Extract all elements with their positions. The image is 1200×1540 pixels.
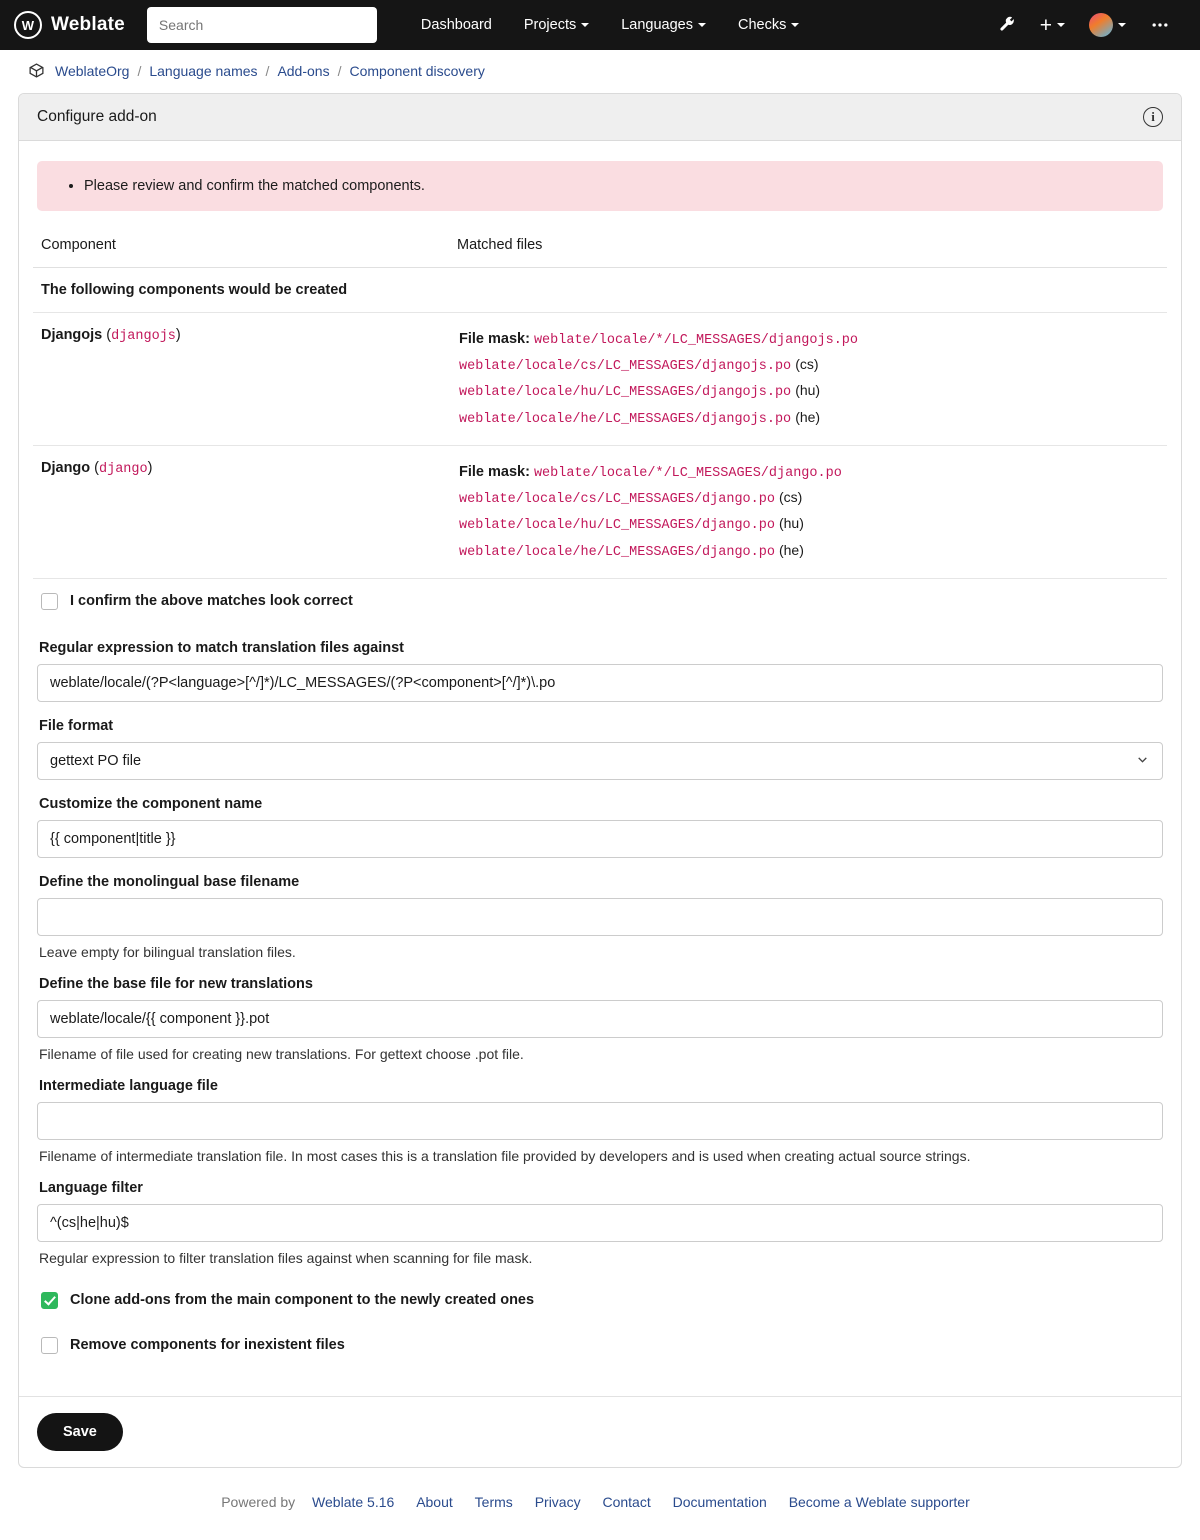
clone-addons-label[interactable]: Clone add-ons from the main component to the newly created ones xyxy=(70,1292,535,1309)
package-icon xyxy=(28,62,45,79)
component-name-input[interactable] xyxy=(37,820,1163,858)
caret-down-icon xyxy=(1057,23,1065,27)
nav-link-projects-label: Projects xyxy=(523,17,577,33)
component-slug: djangojs xyxy=(111,329,176,344)
component-cell xyxy=(33,313,451,446)
matched-file-line xyxy=(459,352,1161,378)
powered-by-label: Powered by xyxy=(221,1493,296,1510)
save-button[interactable]: Save xyxy=(37,1413,123,1451)
remove-components-label[interactable]: Remove components for inexistent files xyxy=(70,1337,345,1354)
confirm-matches-checkbox[interactable] xyxy=(41,593,58,610)
nav-link-languages-label: Languages xyxy=(621,17,693,33)
footer-link-supporter[interactable]: Become a Weblate supporter xyxy=(788,1493,970,1510)
matched-components-table xyxy=(33,231,1167,579)
page-footer xyxy=(0,1468,1200,1532)
page-title: Configure add-on xyxy=(37,108,157,125)
matched-file-line xyxy=(459,378,1161,404)
nav-link-checks-label: Checks xyxy=(738,17,787,33)
footer-link-privacy[interactable]: Privacy xyxy=(534,1493,581,1510)
info-icon[interactable]: i xyxy=(1143,107,1163,127)
paren-open: ( xyxy=(90,459,99,476)
intermediate-label: Intermediate language file xyxy=(39,1077,218,1094)
confirm-matches-row xyxy=(37,579,1163,624)
card-footer xyxy=(19,1396,1181,1467)
matched-file-line xyxy=(459,485,1161,511)
matched-file-path: weblate/locale/he/LC_MESSAGES/djangojs.po xyxy=(459,411,792,427)
matched-file-language: (he) xyxy=(795,408,821,425)
table-row xyxy=(33,313,1167,446)
matched-files-cell xyxy=(451,313,1167,446)
remove-components-row xyxy=(37,1323,1163,1368)
file-format-select[interactable] xyxy=(37,742,1163,780)
footer-link-terms[interactable]: Terms xyxy=(474,1493,513,1510)
language-filter-help: Regular expression to filter translation files against when scanning for file mask. xyxy=(39,1249,533,1266)
breadcrumb-separator: / xyxy=(265,62,270,79)
table-row xyxy=(33,445,1167,578)
confirm-matches-label[interactable]: I confirm the above matches look correct xyxy=(70,593,353,610)
primary-nav xyxy=(405,9,815,41)
nav-link-checks[interactable] xyxy=(722,9,815,41)
footer-link-weblate-version[interactable]: Weblate 5.16 xyxy=(312,1493,395,1510)
nav-link-projects[interactable] xyxy=(508,9,605,41)
brand-home-link[interactable] xyxy=(14,11,125,39)
new-base-help: Filename of file used for creating new translations. For gettext choose .pot file. xyxy=(39,1045,524,1062)
weblate-logo-icon: W xyxy=(14,11,42,39)
matched-file-language: (hu) xyxy=(795,382,821,399)
caret-down-icon xyxy=(1118,23,1126,27)
configure-addon-card xyxy=(18,93,1182,1468)
matched-file-path: weblate/locale/cs/LC_MESSAGES/django.po xyxy=(459,492,775,508)
caret-down-icon xyxy=(791,23,799,27)
matched-file-language: (hu) xyxy=(778,515,804,532)
footer-link-contact[interactable]: Contact xyxy=(602,1493,651,1510)
alert-message: • Please review and confirm the matched components. xyxy=(84,178,1144,194)
matched-file-path: weblate/locale/hu/LC_MESSAGES/django.po xyxy=(459,518,775,534)
component-slug: django xyxy=(99,461,148,477)
breadcrumb xyxy=(0,50,1200,89)
brand-label: Weblate xyxy=(51,14,125,35)
file-mask-line xyxy=(459,460,1161,485)
new-base-label: Define the base file for new translations xyxy=(39,975,313,992)
regex-input[interactable] xyxy=(37,664,1163,702)
new-base-input[interactable] xyxy=(37,1000,1163,1038)
clone-addons-checkbox[interactable] xyxy=(41,1292,58,1309)
section-label: The following components would be created xyxy=(33,268,1167,313)
plus-glyph: + xyxy=(1039,13,1052,37)
alert-message-list xyxy=(56,178,1144,194)
matched-files-cell xyxy=(451,445,1167,578)
top-navbar xyxy=(0,0,1200,50)
user-avatar-icon[interactable] xyxy=(1079,7,1136,43)
file-mask-line xyxy=(459,327,1161,352)
matched-file-language: (he) xyxy=(778,541,804,558)
language-filter-input[interactable] xyxy=(37,1204,1163,1242)
monolingual-base-input[interactable] xyxy=(37,898,1163,936)
matched-file-language: (cs) xyxy=(778,489,803,506)
breadcrumb-item-language-names[interactable]: Language names xyxy=(149,62,258,79)
paren-close: ) xyxy=(175,327,181,343)
paren-close: ) xyxy=(147,459,153,476)
plus-icon[interactable] xyxy=(1030,9,1075,42)
clone-addons-row xyxy=(37,1278,1163,1323)
addon-settings-form xyxy=(33,579,1167,1382)
navbar-actions xyxy=(988,7,1186,43)
nav-link-dashboard[interactable] xyxy=(405,9,508,41)
file-mask-label: File mask: xyxy=(459,463,530,480)
footer-link-documentation[interactable]: Documentation xyxy=(672,1493,767,1510)
avatar xyxy=(1089,13,1113,37)
alert-review-matches xyxy=(37,161,1163,211)
column-header-matched-files: Matched files xyxy=(451,231,1167,268)
search-input[interactable] xyxy=(147,7,377,43)
ellipsis-icon[interactable] xyxy=(1140,9,1180,41)
intermediate-help: Filename of intermediate translation file. In most cases this is a translation file provided by developers and is used when creating actual source strings. xyxy=(39,1147,971,1164)
file-mask-value: weblate/locale/*/LC_MESSAGES/django.po xyxy=(533,465,842,481)
matched-file-path: weblate/locale/hu/LC_MESSAGES/djangojs.po xyxy=(459,385,792,401)
wrench-icon[interactable] xyxy=(988,10,1026,40)
matched-file-path: weblate/locale/he/LC_MESSAGES/django.po xyxy=(459,544,775,560)
table-section-row xyxy=(33,268,1167,313)
component-cell xyxy=(33,445,451,578)
breadcrumb-item-addons[interactable]: Add-ons xyxy=(277,62,330,79)
monolingual-base-label: Define the monolingual base filename xyxy=(39,873,300,890)
regex-field-label: Regular expression to match translation files against xyxy=(39,639,405,656)
component-name: Django xyxy=(41,459,91,476)
matched-file-language: (cs) xyxy=(795,356,819,373)
component-name: Djangojs xyxy=(41,327,103,343)
matched-file-line xyxy=(459,511,1161,537)
nav-link-dashboard-label: Dashboard xyxy=(420,17,492,33)
remove-components-checkbox[interactable] xyxy=(41,1337,58,1354)
breadcrumb-separator: / xyxy=(337,62,342,79)
column-header-component: Component xyxy=(33,231,451,268)
breadcrumb-item-component-discovery[interactable]: Component discovery xyxy=(349,62,485,79)
matched-file-line xyxy=(459,405,1161,431)
table-header-row xyxy=(33,231,1167,268)
paren-open: ( xyxy=(102,327,112,343)
nav-link-languages[interactable] xyxy=(605,9,722,41)
matched-file-path: weblate/locale/cs/LC_MESSAGES/djangojs.po xyxy=(459,359,792,375)
matched-file-line xyxy=(459,538,1161,564)
card-body xyxy=(19,141,1181,1382)
breadcrumb-separator: / xyxy=(137,62,142,79)
file-format-label: File format xyxy=(39,717,114,734)
caret-down-icon xyxy=(698,23,706,27)
breadcrumb-item-weblateorg[interactable]: WeblateOrg xyxy=(55,62,130,79)
intermediate-input[interactable] xyxy=(37,1102,1163,1140)
language-filter-label: Language filter xyxy=(39,1179,143,1196)
footer-link-about[interactable]: About xyxy=(416,1493,453,1510)
component-name-label: Customize the component name xyxy=(39,795,263,812)
card-header xyxy=(19,94,1181,141)
caret-down-icon xyxy=(581,23,589,27)
file-format-select-wrap xyxy=(37,742,1163,780)
file-mask-label: File mask: xyxy=(459,331,530,347)
monolingual-base-help: Leave empty for bilingual translation files. xyxy=(39,943,296,960)
file-mask-value: weblate/locale/*/LC_MESSAGES/djangojs.po xyxy=(533,333,859,348)
